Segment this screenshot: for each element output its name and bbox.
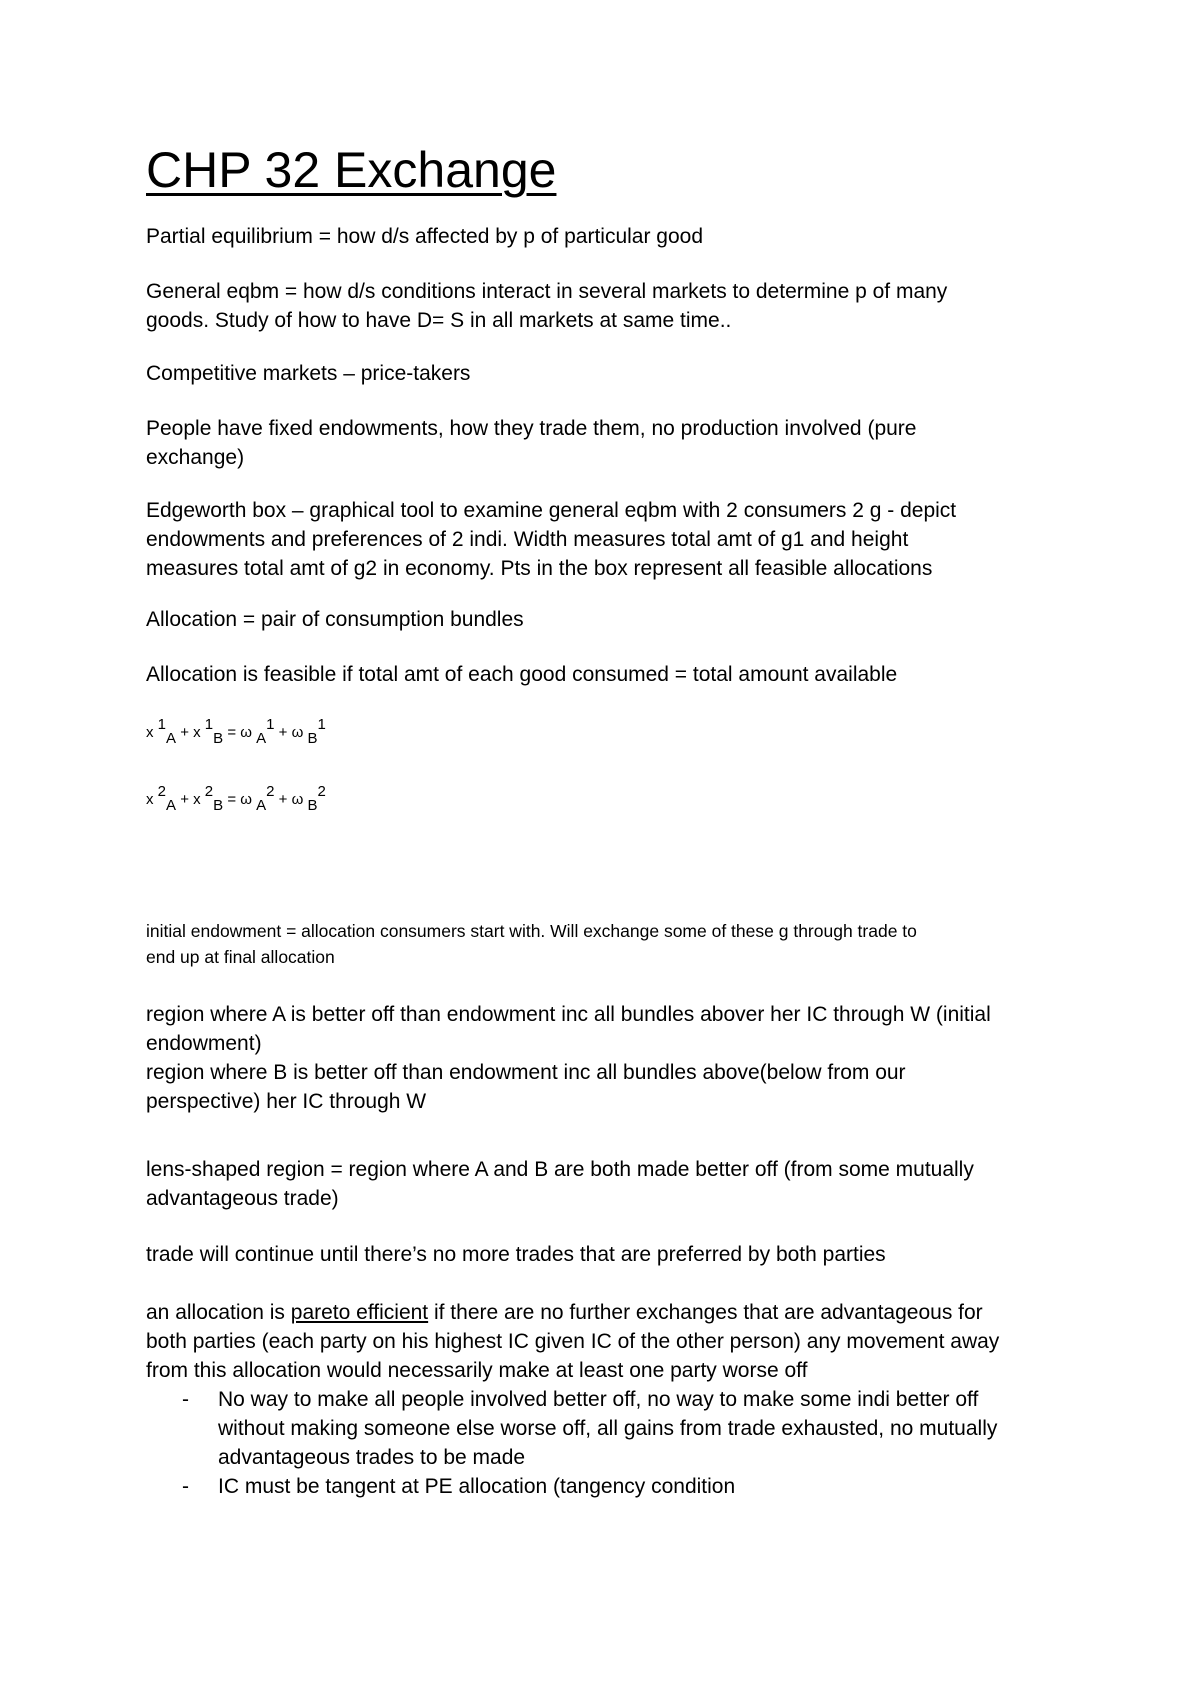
general-equilibrium-line-2: goods. Study of how to have D= S in all markets at same time..	[146, 309, 732, 332]
bullet-1-line-2: without making someone else worse off, all gains from trade exhausted, no mutually	[218, 1417, 998, 1440]
bullet-1-line-3: advantageous trades to be made	[218, 1446, 526, 1469]
pareto-efficient-term: pareto efficient	[290, 1301, 429, 1324]
bullet-1-line-1: No way to make all people involved better off, no way to make some indi better off	[218, 1388, 979, 1411]
endowments-line-2: exchange)	[146, 446, 245, 469]
equation-good-2: x $^2_A$ + x $^2_B$ = ω $_A^2$ + ω $_B^2$	[146, 783, 326, 814]
lens-region-line-2: advantageous trade)	[146, 1187, 339, 1210]
edgeworth-line-1: Edgeworth box – graphical tool to examine general eqbm with 2 consumers 2 g - depict	[146, 499, 957, 522]
partial-equilibrium-text: Partial equilibrium = how d/s affected by p of particular good	[146, 225, 704, 248]
edgeworth-line-3: measures total amt of g2 in economy. Pts in the box represent all feasible allocations	[146, 557, 933, 580]
competitive-markets-text: Competitive markets – price-takers	[146, 362, 471, 385]
pareto-efficient-line-1	[146, 1298, 1066, 1328]
general-equilibrium-line-1: General eqbm = how d/s conditions interact in several markets to determine p of many	[146, 280, 948, 303]
pareto-efficient-line-3: from this allocation would necessarily make at least one party worse off	[146, 1359, 808, 1382]
initial-endowment-line-2: end up at final allocation	[146, 947, 335, 967]
feasible-allocation-text: Allocation is feasible if total amt of each good consumed = total amount available	[146, 663, 898, 686]
pareto-definition: if there are no further exchanges that are advantageous for	[428, 1301, 983, 1324]
bullet-2-line-1: IC must be tangent at PE allocation (tangency condition	[218, 1475, 736, 1498]
region-b-line-2: perspective) her IC through W	[146, 1090, 427, 1113]
region-b-line-1: region where B is better off than endowment inc all bundles above(below from our	[146, 1061, 906, 1084]
page-title: CHP 32 Exchange	[146, 142, 557, 198]
trade-continue-text: trade will continue until there’s no more trades that are preferred by both parties	[146, 1243, 886, 1266]
initial-endowment-line-1: initial endowment = allocation consumers start with. Will exchange some of these g through trade to	[146, 921, 917, 941]
region-a-line-1: region where A is better off than endowment inc all bundles abover her IC through W (initial	[146, 1003, 991, 1026]
allocation-definition: Allocation = pair of consumption bundles	[146, 608, 524, 631]
bullet-dash: -	[182, 1475, 189, 1498]
equation-good-1: x $^1_A$ + x $^1_B$ = ω $_A^1$ + ω $_B^1$	[146, 716, 326, 747]
pareto-intro: an allocation is	[146, 1301, 291, 1324]
endowments-line-1: People have fixed endowments, how they trade them, no production involved (pure	[146, 417, 917, 440]
bullet-dash: -	[182, 1388, 189, 1411]
region-a-line-2: endowment)	[146, 1032, 262, 1055]
lens-region-line-1: lens-shaped region = region where A and B are both made better off (from some mutually	[146, 1158, 974, 1181]
pareto-efficient-line-2: both parties (each party on his highest IC given IC of the other person) any movement away	[146, 1330, 1000, 1353]
edgeworth-line-2: endowments and preferences of 2 indi. Width measures total amt of g1 and height	[146, 528, 909, 551]
